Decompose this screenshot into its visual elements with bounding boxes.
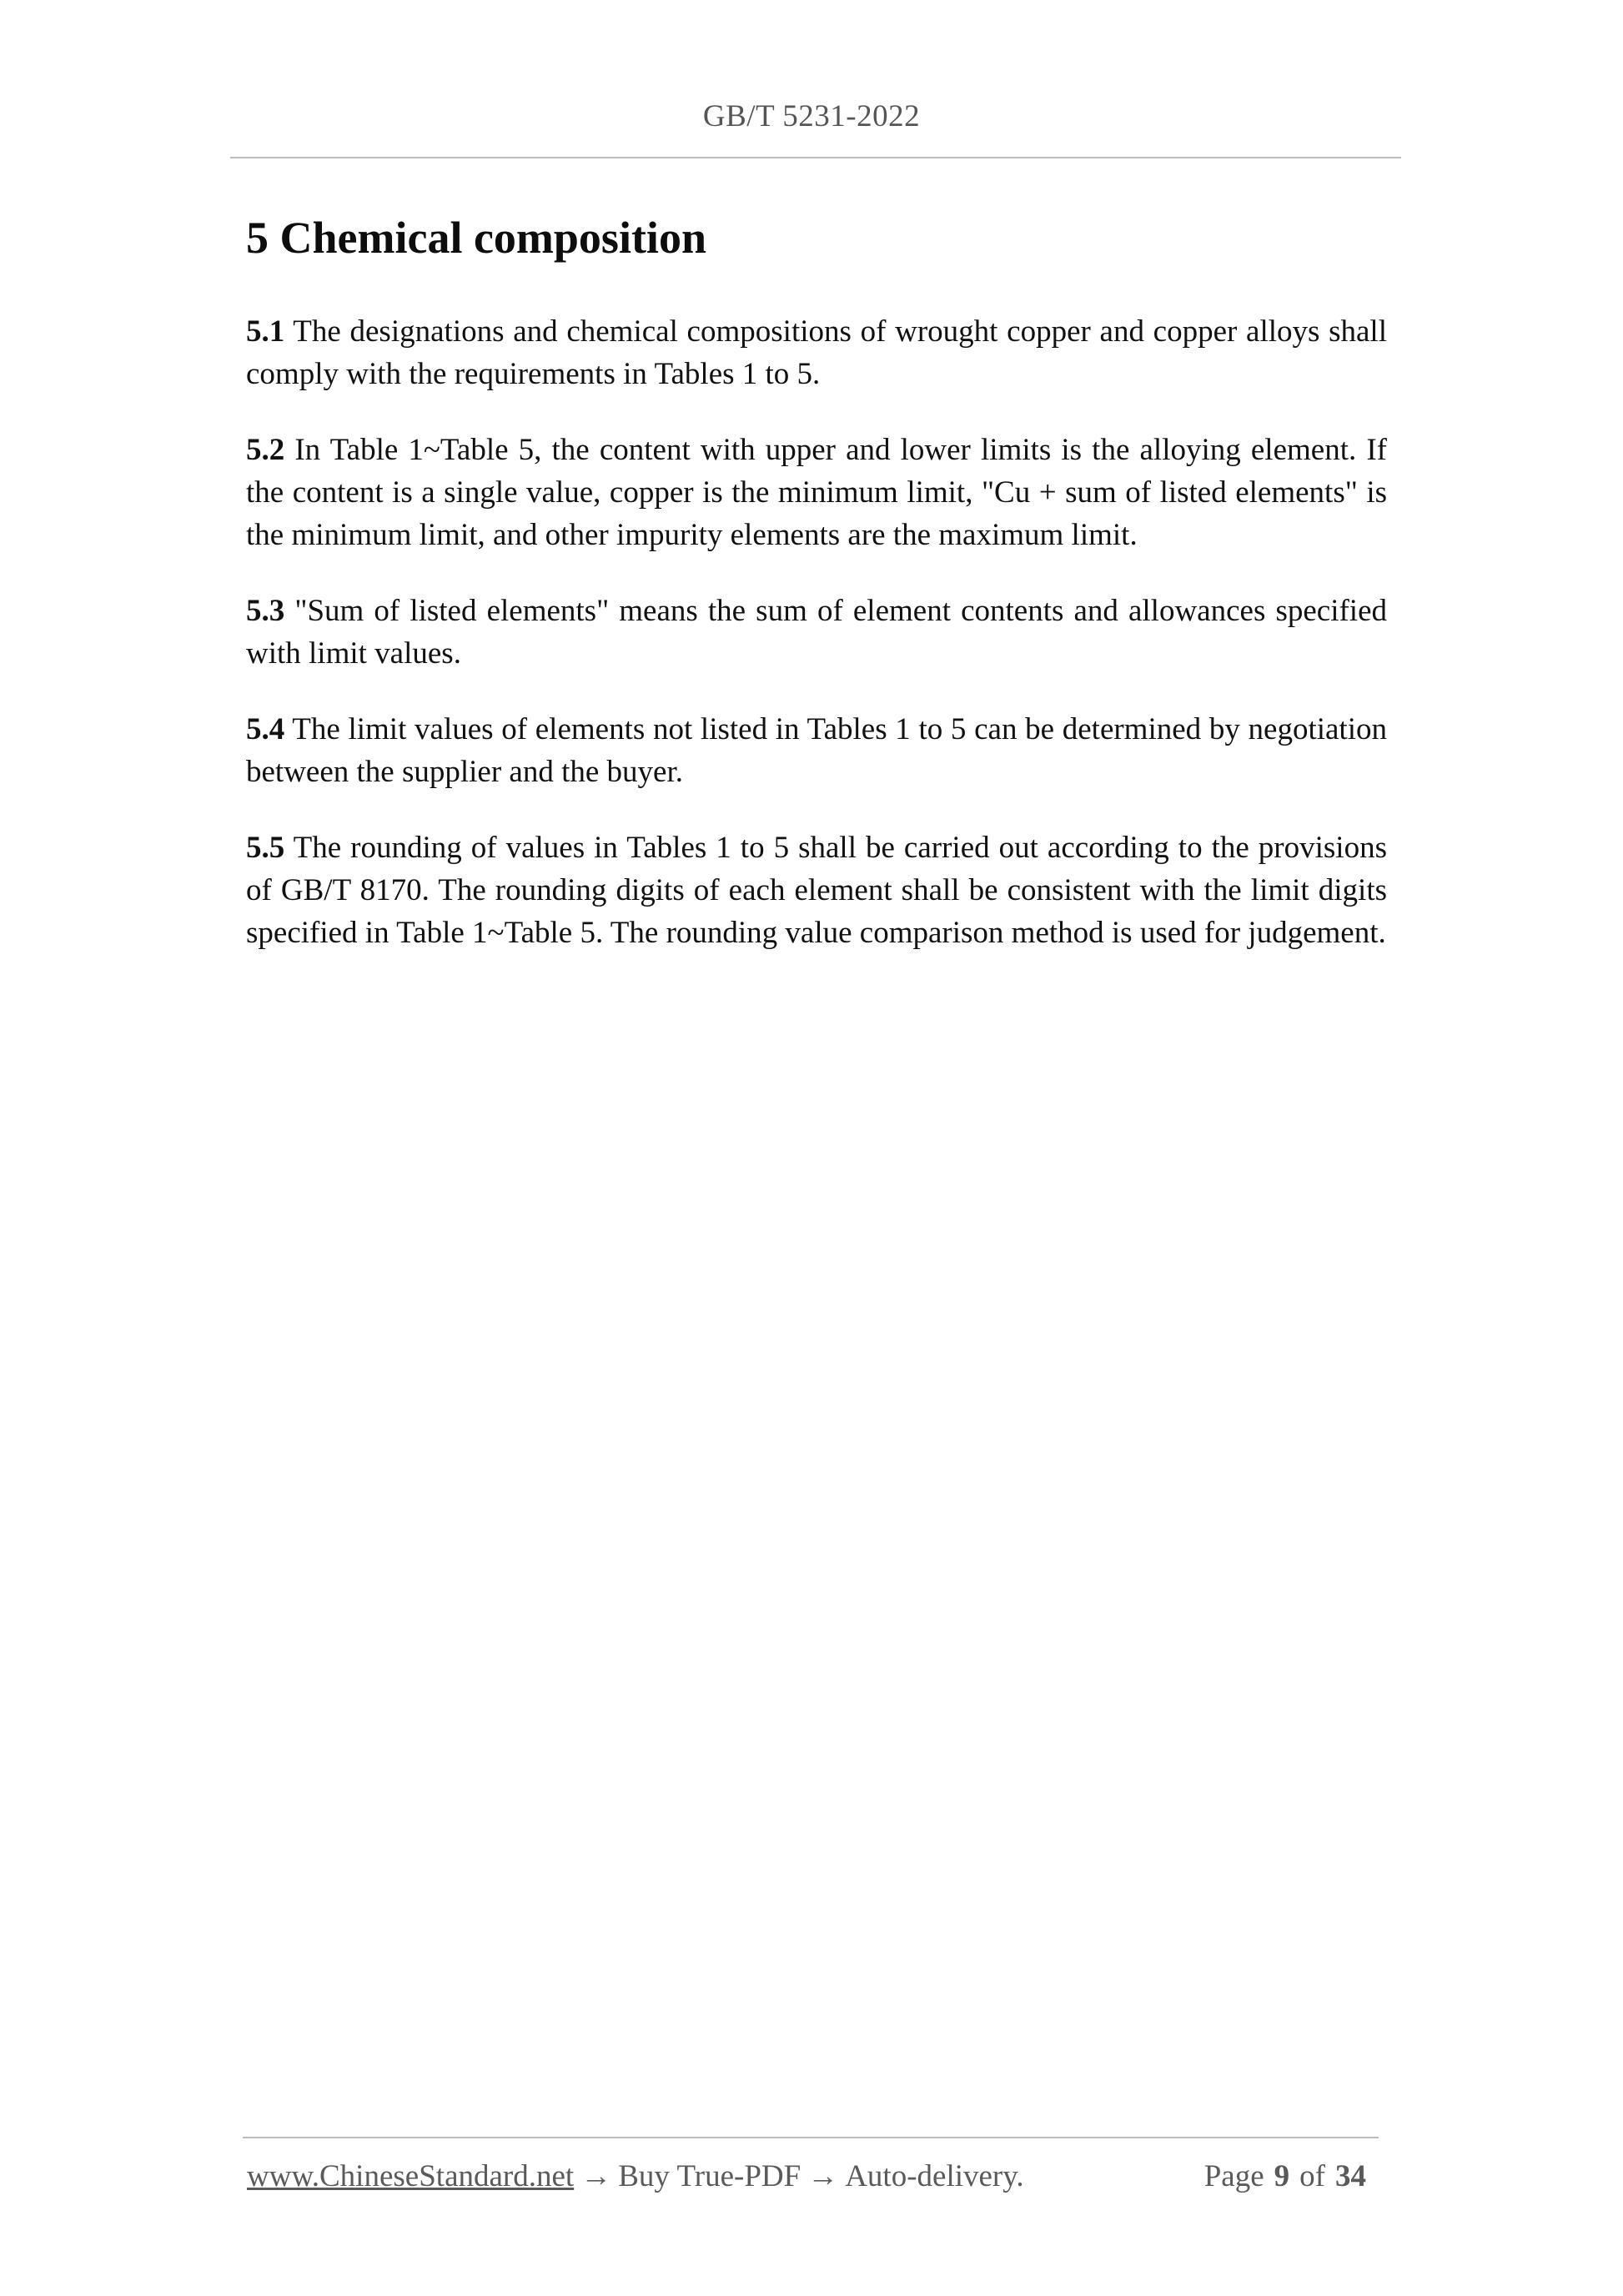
arrow-right-icon: → bbox=[580, 2159, 612, 2193]
clause-5-4 bbox=[246, 708, 1387, 793]
buy-true-pdf-text: Buy True-PDF bbox=[618, 2159, 801, 2193]
section-title: 5 Chemical composition bbox=[246, 213, 706, 263]
header-divider bbox=[230, 157, 1401, 158]
clause-text: "Sum of listed elements" means the sum of element contents and allowances specified with limit values. bbox=[246, 594, 1387, 671]
clause-5-5 bbox=[246, 826, 1387, 954]
clause-number: 5.3 bbox=[246, 594, 285, 628]
page-indicator bbox=[1204, 2158, 1376, 2194]
running-header: GB/T 5231-2022 bbox=[702, 99, 921, 133]
clause-number: 5.2 bbox=[246, 433, 285, 467]
page-label: Page bbox=[1203, 2159, 1264, 2193]
clause-5-3 bbox=[246, 590, 1387, 675]
auto-delivery-text: Auto-delivery. bbox=[845, 2159, 1024, 2193]
total-pages-number: 34 bbox=[1335, 2159, 1366, 2193]
clause-number: 5.4 bbox=[246, 712, 285, 746]
clause-5-1 bbox=[246, 310, 1387, 395]
page-of-label: of bbox=[1299, 2159, 1325, 2193]
clause-number: 5.1 bbox=[246, 314, 285, 349]
arrow-right-icon: → bbox=[807, 2159, 839, 2193]
clause-text: In Table 1~Table 5, the content with upper and lower limits is the alloying element. If the content is a single value, copper is the minimum limit, "Cu + sum of listed elements" is the minimum limit, and other impurity elements are the maximum limit. bbox=[246, 433, 1387, 552]
footer-promo bbox=[247, 2158, 1024, 2194]
page-content bbox=[246, 208, 1387, 987]
clause-text: The rounding of values in Tables 1 to 5 shall be carried out according to the provisions of GB/T 8170. The rounding digits of each element shall be consistent with the limit digits specified in Table 1~Table 5. The rounding value comparison method is used for judgement. bbox=[246, 831, 1387, 950]
current-page-number: 9 bbox=[1274, 2159, 1290, 2193]
website-link[interactable]: www.ChineseStandard.net bbox=[247, 2159, 575, 2193]
clause-number: 5.5 bbox=[246, 831, 285, 865]
footer-divider bbox=[243, 2137, 1379, 2138]
clause-text: The limit values of elements not listed in Tables 1 to 5 can be determined by negotiation between the supplier and the buyer. bbox=[246, 712, 1387, 789]
clause-text: The designations and chemical compositions of wrought copper and copper alloys shall comply with the requirements in Tables 1 to 5. bbox=[246, 314, 1387, 391]
clause-5-2 bbox=[246, 429, 1387, 556]
